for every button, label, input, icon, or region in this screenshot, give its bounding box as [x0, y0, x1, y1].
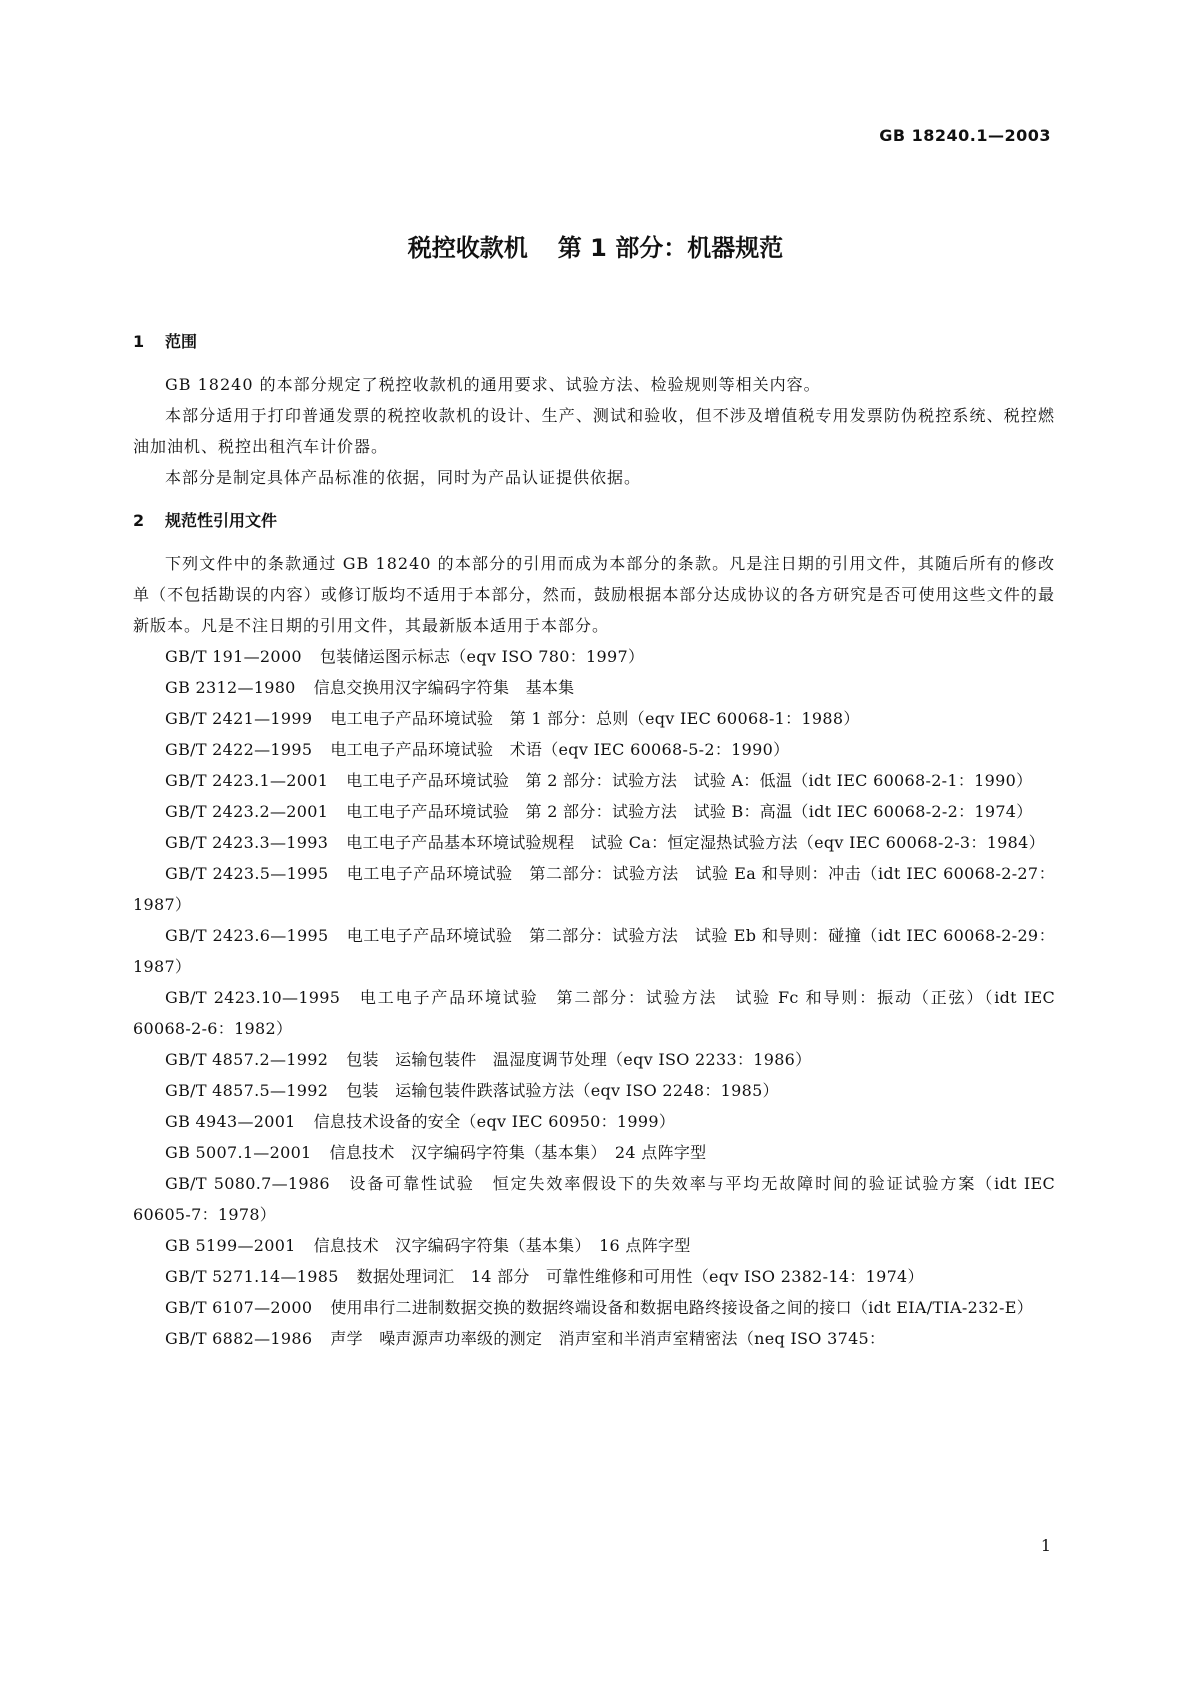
reference-item [133, 1137, 1055, 1168]
reference-title: 电工电子产品环境试验 术语（eqv IEC 60068-5-2：1990） [330, 740, 790, 759]
section-title: 范围 [165, 332, 198, 351]
section-1-heading [133, 326, 1055, 357]
reference-code: GB 4943—2001 [165, 1112, 296, 1131]
reference-item [133, 1075, 1055, 1106]
reference-item [133, 1106, 1055, 1137]
section-number: 2 [133, 511, 145, 530]
reference-title: 设备可靠性试验 恒定失效率假设下的失效率与平均无故障时间的验证试验方案（idt IEC 60605-7：1978） [133, 1174, 1055, 1224]
page-title [0, 228, 1191, 263]
reference-code: GB/T 2422—1995 [165, 740, 313, 759]
reference-code: GB/T 6882—1986 [165, 1329, 313, 1348]
standard-id: GB 18240.1—2003 [879, 126, 1051, 145]
reference-code: GB/T 5271.14—1985 [165, 1267, 339, 1286]
page-number: 1 [1040, 1536, 1051, 1555]
reference-title: 电工电子产品环境试验 第 2 部分：试验方法 试验 B：高温（idt IEC 60068-2-2：1974） [346, 802, 1033, 821]
reference-title: 包装 运输包装件 温湿度调节处理（eqv ISO 2233：1986） [346, 1050, 812, 1069]
reference-item [133, 1292, 1055, 1323]
title-sub: 第 1 部分：机器规范 [557, 234, 784, 262]
reference-title: 电工电子产品基本环境试验规程 试验 Ca：恒定湿热试验方法（eqv IEC 60068-2-3：1984） [346, 833, 1045, 852]
reference-item [133, 1044, 1055, 1075]
reference-item [133, 765, 1055, 796]
reference-code: GB/T 2423.5—1995 [165, 864, 329, 883]
reference-item [133, 703, 1055, 734]
reference-code: GB 5007.1—2001 [165, 1143, 312, 1162]
section-number: 1 [133, 332, 145, 351]
reference-item [133, 796, 1055, 827]
reference-title: 电工电子产品环境试验 第二部分：试验方法 试验 Eb 和导则：碰撞（idt IEC 60068-2-29：1987） [133, 926, 1055, 976]
reference-code: GB/T 2423.2—2001 [165, 802, 329, 821]
reference-code: GB/T 4857.5—1992 [165, 1081, 329, 1100]
reference-code: GB/T 5080.7—1986 [165, 1174, 330, 1193]
section-2-heading [133, 505, 1055, 536]
reference-item [133, 1261, 1055, 1292]
reference-item [133, 827, 1055, 858]
reference-code: GB/T 4857.2—1992 [165, 1050, 329, 1069]
reference-item [133, 1230, 1055, 1261]
reference-item [133, 1168, 1055, 1230]
reference-title: 信息技术 汉字编码字符集（基本集） 16 点阵字型 [313, 1236, 691, 1255]
reference-list [133, 641, 1055, 1354]
paragraph: 本部分是制定具体产品标准的依据，同时为产品认证提供依据。 [165, 468, 642, 487]
reference-item [133, 982, 1055, 1044]
reference-code: GB/T 2423.10—1995 [165, 988, 341, 1007]
reference-item [133, 734, 1055, 765]
paragraph: 下列文件中的条款通过 GB 18240 的本部分的引用而成为本部分的条款。凡是注日期的引用文件，其随后所有的修改单（不包括勘误的内容）或修订版均不适用于本部分，然而，鼓励根据本部分达成协议的各方研究是否可使用这些文件的最新版本。凡是不注日期的引用文件，其最新版本适用于本部分。 [133, 554, 1055, 635]
reference-item [133, 858, 1055, 920]
reference-title: 电工电子产品环境试验 第 2 部分：试验方法 试验 A：低温（idt IEC 60068-2-1：1990） [346, 771, 1033, 790]
reference-title: 包装 运输包装件跌落试验方法（eqv ISO 2248：1985） [346, 1081, 779, 1100]
reference-item [133, 920, 1055, 982]
reference-code: GB/T 191—2000 [165, 647, 302, 666]
reference-title: 声学 噪声源声功率级的测定 消声室和半消声室精密法（neq ISO 3745： [330, 1329, 886, 1348]
reference-code: GB/T 2423.1—2001 [165, 771, 329, 790]
reference-title: 信息技术设备的安全（eqv IEC 60950：1999） [313, 1112, 676, 1131]
reference-code: GB 5199—2001 [165, 1236, 296, 1255]
reference-item [133, 672, 1055, 703]
reference-title: 电工电子产品环境试验 第二部分：试验方法 试验 Fc 和导则：振动（正弦）（idt IEC 60068-2-6：1982） [133, 988, 1055, 1038]
paragraph: GB 18240 的本部分规定了税控收款机的通用要求、试验方法、检验规则等相关内容。 [165, 375, 821, 394]
reference-code: GB/T 2423.3—1993 [165, 833, 329, 852]
paragraph: 本部分适用于打印普通发票的税控收款机的设计、生产、测试和验收，但不涉及增值税专用发票防伪税控系统、税控燃油加油机、税控出租汽车计价器。 [133, 406, 1055, 456]
reference-code: GB/T 6107—2000 [165, 1298, 313, 1317]
reference-title: 包装储运图示标志（eqv ISO 780：1997） [319, 647, 645, 666]
reference-title: 电工电子产品环境试验 第 1 部分：总则（eqv IEC 60068-1：1988） [330, 709, 860, 728]
reference-item [133, 1323, 1055, 1354]
reference-code: GB 2312—1980 [165, 678, 296, 697]
reference-item [133, 641, 1055, 672]
reference-title: 使用串行二进制数据交换的数据终端设备和数据电路终接设备之间的接口（idt EIA/TIA-232-E） [330, 1298, 1034, 1317]
reference-title: 信息技术 汉字编码字符集（基本集） 24 点阵字型 [329, 1143, 707, 1162]
section-title: 规范性引用文件 [165, 511, 278, 530]
reference-title: 数据处理词汇 14 部分 可靠性维修和可用性（eqv ISO 2382-14：1974） [356, 1267, 924, 1286]
title-main: 税控收款机 [407, 234, 528, 262]
reference-title: 信息交换用汉字编码字符集 基本集 [313, 678, 575, 697]
reference-code: GB/T 2421—1999 [165, 709, 313, 728]
document-body [133, 326, 1055, 1354]
reference-title: 电工电子产品环境试验 第二部分：试验方法 试验 Ea 和导则：冲击（idt IEC 60068-2-27：1987） [133, 864, 1055, 914]
reference-code: GB/T 2423.6—1995 [165, 926, 329, 945]
